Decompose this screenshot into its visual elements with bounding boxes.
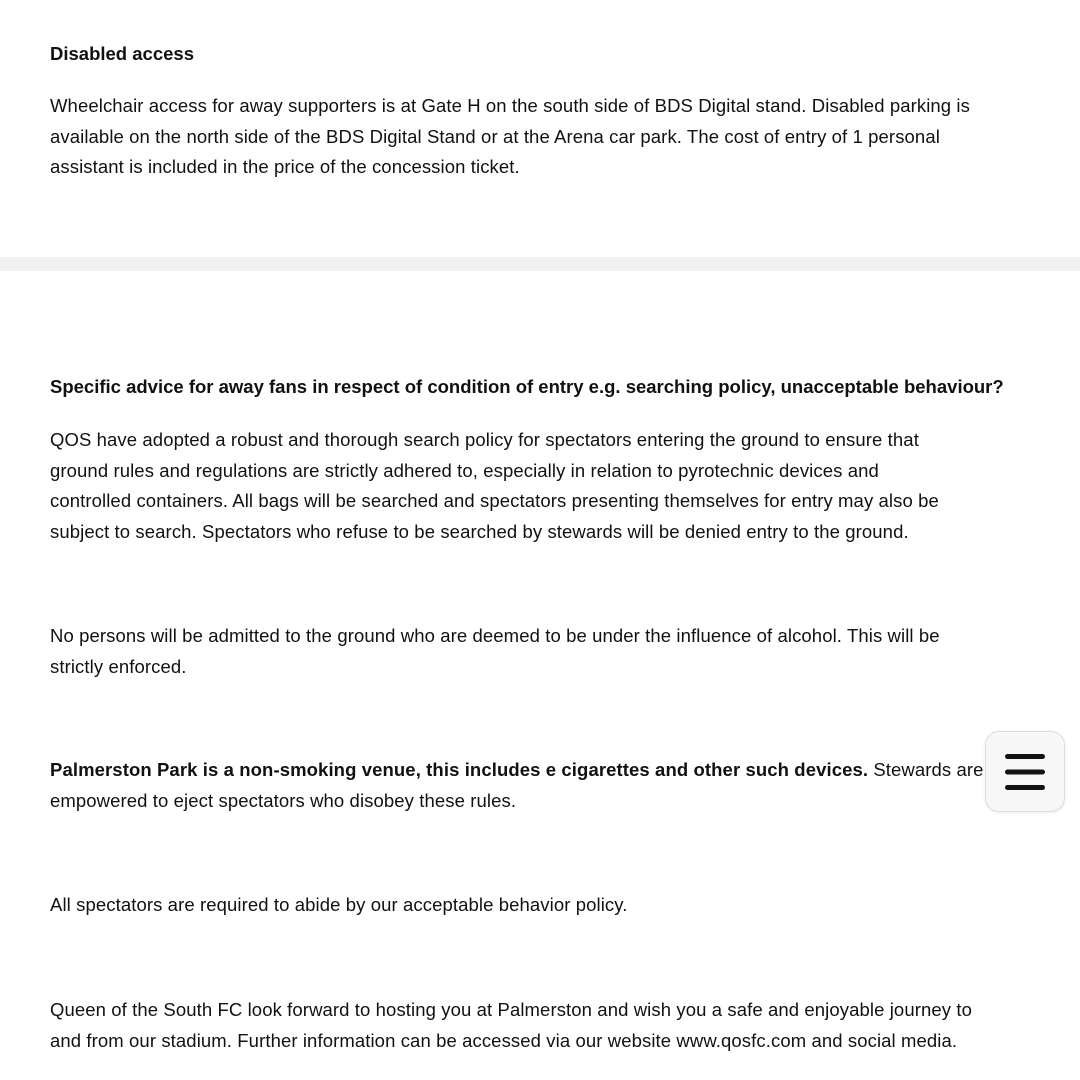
text-line: Queen of the South FC look forward to hosting you at Palmerston and wish you a safe and enjoyable journey to bbox=[50, 999, 972, 1020]
text-line: and from our stadium. Further information can be accessed via our website www.qosfc.com and social media. bbox=[50, 1029, 958, 1051]
disabled-access-heading: Disabled access bbox=[50, 43, 194, 64]
document-page-bottom bbox=[0, 271, 1080, 1080]
text-line: ground rules and regulations are strictly adhered to, especially in relation to pyrotechnic devices and bbox=[50, 459, 879, 481]
menu-button[interactable] bbox=[985, 731, 1065, 812]
text-line: empowered to eject spectators who disobey these rules. bbox=[50, 789, 517, 811]
hamburger-menu-icon bbox=[1003, 750, 1047, 794]
text-line: controlled containers. All bags will be searched and spectators presenting themselves for entry may also be bbox=[50, 490, 939, 511]
alcohol-paragraph bbox=[50, 621, 1040, 682]
text-line: available on the north side of the BDS Digital Stand or at the Arena car park. The cost of entry of 1 personal bbox=[50, 125, 940, 147]
document-page-top bbox=[0, 0, 1080, 257]
page-separator bbox=[0, 257, 1080, 271]
closing-paragraph bbox=[50, 995, 1040, 1056]
disabled-access-paragraph bbox=[50, 91, 1040, 183]
behaviour-policy-paragraph bbox=[50, 890, 1040, 921]
text-line: Wheelchair access for away supporters is at Gate H on the south side of BDS Digital stand. Disabled parking is bbox=[50, 95, 970, 116]
smoking-bold-text: Palmerston Park is a non-smoking venue, this includes e cigarettes and other such devices. bbox=[50, 759, 869, 780]
smoking-paragraph bbox=[50, 755, 1040, 816]
text-line: QOS have adopted a robust and thorough search policy for spectators entering the ground to ensure that bbox=[50, 429, 919, 450]
text-line: No persons will be admitted to the ground who are deemed to be under the influence of alcohol. This will be bbox=[50, 625, 940, 646]
search-policy-paragraph bbox=[50, 425, 1040, 547]
text-line: subject to search. Spectators who refuse to be searched by stewards will be denied entry to the ground. bbox=[50, 520, 909, 542]
text-line: All spectators are required to abide by our acceptable behavior policy. bbox=[50, 894, 628, 915]
smoking-text: Stewards are bbox=[868, 759, 984, 780]
entry-advice-heading: Specific advice for away fans in respect of condition of entry e.g. searching policy, unacceptable behaviour? bbox=[50, 376, 1004, 397]
text-line: strictly enforced. bbox=[50, 655, 187, 677]
text-line: assistant is included in the price of the concession ticket. bbox=[50, 156, 520, 177]
